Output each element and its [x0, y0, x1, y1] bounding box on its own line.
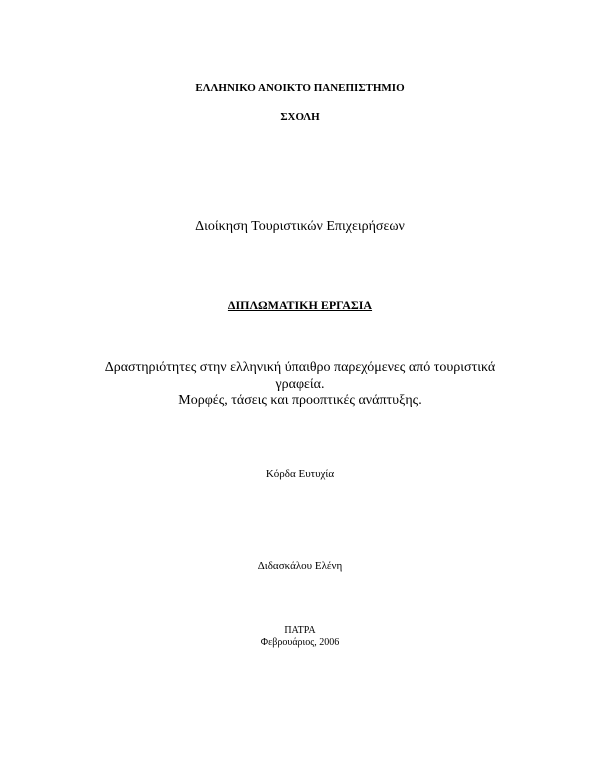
city-name: ΠΑΤΡΑ [284, 625, 316, 636]
supervisor-name: Διδασκάλου Ελένη [257, 560, 343, 572]
university-name: ΕΛΛΗΝΙΚΟ ΑΝΟΙΚΤΟ ΠΑΝΕΠΙΣΤΗΜΙΟ [195, 82, 405, 94]
thesis-title-line-2: γραφεία. [275, 377, 325, 392]
department-name: Διοίκηση Τουριστικών Επιχειρήσεων [195, 219, 405, 234]
thesis-title-line-1: Δραστηριότητες στην ελληνική ύπαιθρο παρεχόμενες από τουριστικά [104, 360, 496, 375]
thesis-title-line-3: Μορφές, τάσεις και προοπτικές ανάπτυξης. [178, 393, 422, 408]
school-name: ΣΧΟΛΗ [280, 111, 320, 123]
thesis-type-heading: ΔΙΠΛΩΜΑΤΙΚΗ ΕΡΓΑΣΙΑ [227, 298, 373, 312]
submission-date: Φεβρουάριος, 2006 [260, 637, 340, 648]
author-name: Κόρδα Ευτυχία [265, 468, 335, 480]
